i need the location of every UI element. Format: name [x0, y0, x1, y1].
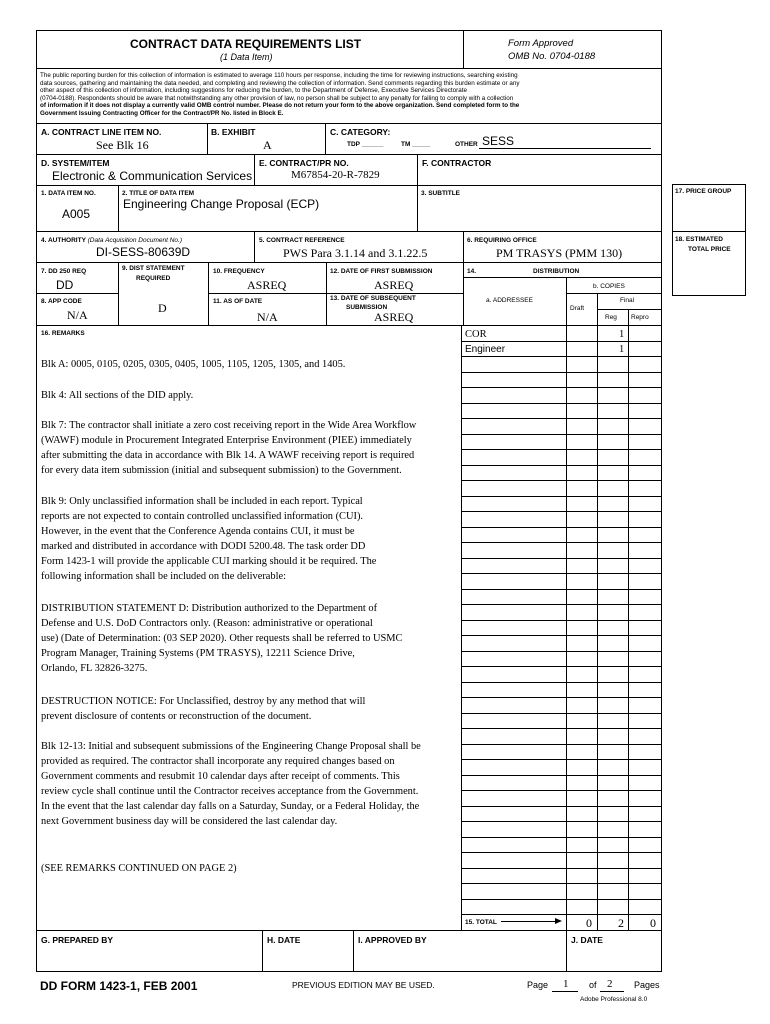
item-10-label: 10. FREQUENCY: [213, 268, 265, 275]
remark-continued: (SEE REMARKS CONTINUED ON PAGE 2): [41, 863, 237, 874]
category-other: OTHER: [455, 141, 478, 148]
block-f-label: F. CONTRACTOR: [422, 158, 492, 168]
item-2-label: 2. TITLE OF DATA ITEM: [122, 190, 195, 197]
item-3-label: 3. SUBTITLE: [421, 190, 461, 197]
distribution-grid-line: [461, 868, 661, 869]
item-8-value[interactable]: N/A: [67, 308, 88, 322]
distribution-grid-line: [461, 852, 661, 853]
final-heading: Final: [620, 297, 635, 304]
block-j-label: J. DATE: [571, 935, 603, 945]
dist-row-addressee[interactable]: COR: [465, 329, 487, 340]
distribution-grid-line: [461, 837, 661, 838]
block-e-value[interactable]: M67854-20-R-7829: [291, 169, 380, 181]
distribution-grid-line: [461, 480, 661, 481]
software-note: Adobe Professional 8.0: [580, 996, 648, 1003]
dist-row-addressee[interactable]: Engineer: [465, 344, 506, 355]
page-total: 2: [607, 978, 613, 990]
distribution-grid-line: [461, 573, 661, 574]
block-i-label: I. APPROVED BY: [358, 935, 427, 945]
block-b-label: B. EXHIBIT: [211, 127, 256, 137]
block-a-label: A. CONTRACT LINE ITEM NO.: [41, 127, 162, 137]
total-label: 15. TOTAL: [465, 919, 497, 926]
edition-note: PREVIOUS EDITION MAY BE USED.: [292, 980, 435, 990]
remark-blk-7: Blk 7: The contractor shall initiate a zero cost receiving report in the Wide Area Workflow (WAWF) module in Procurement Integrated Enterprise Environment (PIEE) immediately after submitting the data in accordance with Blk 14. A WAWF receiving report is required for every data item submission (initial and subsequent submission) to the Government.: [41, 420, 417, 476]
remark-blk-4: Blk 4: All sections of the DID apply.: [41, 390, 194, 401]
burden-statement: The public reporting burden for this collection of information is estimated to average 110 hours per response, including the time for reviewing instructions, searching existing data sources, gathering and maintaining the data needed, and completing and reviewing the collection of information. Send comments regarding this burden estimate or any other aspect of this collection of information, including suggestions for reducing the burden, to the Department of Defense, Executive Services Directorate (0704-0188). Respondents should be aware that notwithstanding any other provision of law, no person shall be subject to any penalty for failing to comply with a collection of information if it does not display a currently valid OMB control number. Please do not return your form to the above organization. Send completed form to the Government Issuing Contracting Officer for the Contract/PR No. listed in Block E.: [40, 72, 520, 117]
item-9-value[interactable]: D: [158, 301, 167, 315]
distribution-grid-line: [461, 775, 661, 776]
item-2-value[interactable]: Engineering Change Proposal (ECP): [123, 197, 320, 211]
total-reg[interactable]: 2: [618, 916, 624, 930]
item-6-value[interactable]: PM TRASYS (PMM 130): [496, 246, 623, 260]
distribution-grid-line: [461, 713, 661, 714]
distribution-grid-line: [461, 465, 661, 466]
distribution-grid-line: [461, 418, 661, 419]
addressee-heading: a. ADDRESSEE: [486, 297, 533, 304]
item-14-label: 14.: [467, 268, 477, 275]
total-arrow-icon: [501, 921, 555, 922]
block-c-label: C. CATEGORY:: [330, 127, 391, 137]
distribution-grid-line: [461, 744, 661, 745]
omb-number: OMB No. 0704-0188: [508, 51, 596, 62]
item-16-label: 16. REMARKS: [41, 330, 85, 337]
item-12-value[interactable]: ASREQ: [374, 278, 414, 292]
dist-row-reg[interactable]: 1: [619, 344, 625, 355]
block-h-label: H. DATE: [267, 935, 301, 945]
form-subtitle: (1 Data Item): [220, 52, 273, 62]
block-a-value[interactable]: See Blk 16: [96, 138, 149, 152]
remark-destruction-notice: DESTRUCTION NOTICE: For Unclassified, destroy by any method that will prevent disclosure of contents or reconstruction of the document.: [41, 696, 366, 722]
reg-heading: Reg: [605, 314, 617, 321]
block-b-value[interactable]: A: [263, 138, 272, 152]
block-e-label: E. CONTRACT/PR NO.: [259, 158, 349, 168]
item-13-label-1: 13. DATE OF SUBSEQUENT: [330, 295, 416, 302]
distribution-grid-line: [461, 806, 661, 807]
distribution-grid-line: [461, 511, 661, 512]
total-draft[interactable]: 0: [586, 916, 592, 930]
item-9-label-2: REQUIRED: [136, 275, 171, 282]
item-18-label-2: TOTAL PRICE: [688, 246, 731, 253]
page-number: 1: [563, 978, 569, 990]
page-label: Page: [527, 980, 549, 990]
distribution-grid-line: [461, 542, 661, 543]
distribution-grid-line: [461, 589, 661, 590]
remark-distribution-statement: DISTRIBUTION STATEMENT D: Distribution authorized to the Department of Defense and U.S. DoD Contractors only. (Reason: administrative or operational use) (Date of Determination: (03 SEP 2020). Other requests shall be referred to USMC Program Manager, Training Systems (PM TRASYS), 12211 Science Drive, Orlando, FL 32826-3275.: [41, 603, 403, 674]
item-6-label: 6. REQUIRING OFFICE: [467, 237, 537, 244]
distribution-grid-line: [461, 651, 661, 652]
distribution-grid-line: [461, 527, 661, 528]
distribution-grid-line: [461, 558, 661, 559]
draft-heading: Draft: [570, 305, 585, 312]
item-4-value[interactable]: DI-SESS-80639D: [96, 245, 191, 259]
item-13-label-2: SUBMISSION: [346, 304, 388, 311]
item-17-label: 17. PRICE GROUP: [675, 188, 732, 195]
copies-heading: b. COPIES: [593, 283, 625, 290]
category-value[interactable]: SESS: [482, 134, 515, 148]
category-tm: TM _____: [401, 141, 431, 148]
distribution-grid-line: [461, 496, 661, 497]
distribution-grid-line: [461, 899, 661, 900]
distribution-grid-line: [461, 883, 661, 884]
distribution-grid-line: [461, 697, 661, 698]
distribution-grid-line: [461, 635, 661, 636]
remark-blk-a: Blk A: 0005, 0105, 0205, 0305, 0405, 1005, 1105, 1205, 1305, and 1405.: [41, 359, 346, 370]
distribution-grid-line: [461, 341, 661, 342]
item-11-label: 11. AS OF DATE: [213, 298, 263, 305]
item-9-label-1: 9. DIST STATEMENT: [122, 265, 185, 272]
item-13-value[interactable]: ASREQ: [374, 310, 414, 324]
item-8-label: 8. APP CODE: [41, 298, 82, 305]
distribution-grid-line: [461, 403, 661, 404]
remark-blk-9: Blk 9: Only unclassified information shall be included in each report. Typical reports are not expected to contain controlled unclassified information (CUI). However, in the event that the Conference Agenda contains CUI, it must be marked and distributed in accordance with DODI 5200.48. The task order DD Form 1423-1 will provide the applicable CUI marking should it be required. The following information shall be included on the deliverable:: [41, 496, 377, 582]
form-title: CONTRACT DATA REQUIREMENTS LIST: [130, 37, 362, 51]
item-18-label-1: 18. ESTIMATED: [675, 236, 723, 243]
distribution-grid-line: [461, 372, 661, 373]
item-1-value[interactable]: A005: [62, 207, 91, 221]
dist-row-reg[interactable]: 1: [619, 329, 625, 340]
block-g-label: G. PREPARED BY: [41, 935, 114, 945]
item-5-value[interactable]: PWS Para 3.1.14 and 3.1.22.5: [283, 246, 428, 260]
item-1-label: 1. DATA ITEM NO.: [41, 190, 96, 197]
item-10-value[interactable]: ASREQ: [247, 278, 287, 292]
distribution-grid-line: [461, 356, 661, 357]
item-7-label: 7. DD 250 REQ: [41, 268, 87, 275]
item-12-label: 12. DATE OF FIRST SUBMISSION: [330, 268, 433, 275]
form-id: DD FORM 1423-1, FEB 2001: [40, 979, 198, 993]
block-d-label: D. SYSTEM/ITEM: [41, 158, 110, 168]
item-7-value[interactable]: DD: [56, 278, 74, 292]
form-approved: Form Approved: [508, 38, 574, 49]
distribution-grid-line: [461, 759, 661, 760]
distribution-grid-line: [461, 449, 661, 450]
item-5-label: 5. CONTRACT REFERENCE: [259, 237, 345, 244]
repro-heading: Repro: [631, 314, 649, 321]
item-4-label: 4. AUTHORITY (Data Acquisition Document No.): [41, 237, 183, 244]
distribution-grid-line: [461, 821, 661, 822]
pages-label: Pages: [634, 980, 660, 990]
distribution-heading: DISTRIBUTION: [533, 268, 580, 275]
category-tdp: TDP ______: [347, 141, 384, 148]
distribution-grid-line: [461, 682, 661, 683]
of-label: of: [589, 980, 597, 990]
distribution-grid-line: [461, 387, 661, 388]
total-repro[interactable]: 0: [650, 916, 656, 930]
distribution-grid-line: [461, 434, 661, 435]
distribution-grid-line: [461, 666, 661, 667]
distribution-grid-line: [461, 604, 661, 605]
distribution-grid-line: [461, 790, 661, 791]
distribution-grid-line: [461, 620, 661, 621]
item-11-value[interactable]: N/A: [257, 310, 278, 324]
remark-blk-12-13: Blk 12-13: Initial and subsequent submissions of the Engineering Change Proposal shall be provided as required. The contractor shall incorporate any required changes based on Government comments and resubmit 10 calendar days after receipt of comments. This review cycle shall continue until the Contractor receives acceptance from the Government. In the event that the last calendar day falls on a Saturday, Sunday, or a Federal Holiday, the next Government business day will be considered the last calendar day.: [41, 741, 421, 827]
distribution-grid-line: [461, 728, 661, 729]
block-d-value[interactable]: Electronic & Communication Services: [52, 169, 253, 183]
total-arrowhead-icon: [555, 918, 562, 924]
